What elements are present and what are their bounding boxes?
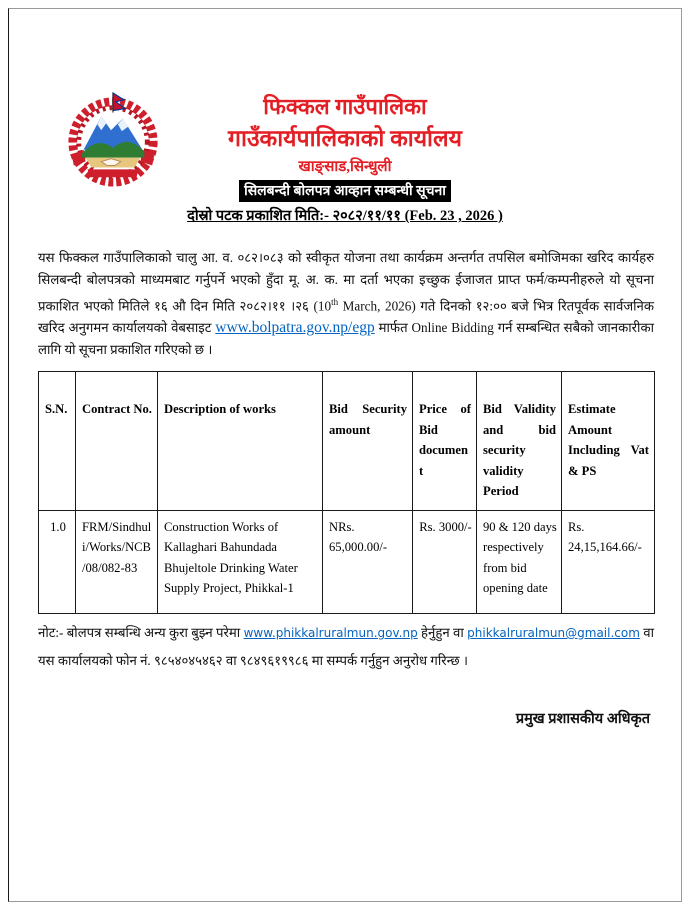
municipality-email-link[interactable]: phikkalruralmun@gmail.com <box>467 626 640 640</box>
note-text-1: नोट:- बोलपत्र सम्बन्धि अन्य कुरा बुझ्न परेमा <box>38 625 244 640</box>
table-row <box>39 510 655 613</box>
intro-text-2: March, 2026) गते दिनको १२:०० बजे भित्र रितपूर्वक सार्वजनिक खरिद अनुगमन कार्यालयको वेबसाइट <box>38 298 654 336</box>
col-header-doc-price: Price of Bid document <box>413 372 477 511</box>
office-title: गाउँकार्यपालिकाको कार्यालय <box>228 126 462 151</box>
col-header-estimate: Estimate Amount Including Vat & PS <box>562 372 655 511</box>
cell-estimate: Rs. 24,15,164.66/- <box>562 510 655 613</box>
cell-bid-security: NRs. 65,000.00/- <box>323 510 413 613</box>
intro-paragraph <box>38 247 654 361</box>
col-header-sn: S.N. <box>39 372 76 511</box>
intro-text-3: मार्फत Online Bidding गर्न सम्बन्धित सबैको जानकारीका लागि यो सूचना प्रकाशित गरिएको छ । <box>38 320 654 358</box>
bolpatra-link[interactable]: www.bolpatra.gov.np/egp <box>215 319 375 337</box>
cell-description: Construction Works of Kallaghari Bahundada Bhujeltole Drinking Water Supply Project, Phikkal-1 <box>158 510 323 613</box>
cell-contract-no: FRM/Sindhuli/Works/NCB/08/082-83 <box>76 510 158 613</box>
address-line: खाङ्साड,सिन्धुली <box>298 159 392 175</box>
col-header-description: Description of works <box>158 372 323 511</box>
notice-banner: सिलबन्दी बोलपत्र आव्हान सम्बन्धी सूचना <box>239 180 451 202</box>
table-header-row <box>39 372 655 511</box>
col-header-bid-validity: Bid Validity and bid security validity Period <box>477 372 562 511</box>
published-date-text: दोस्रो पटक प्रकाशित मिति:- २०८२/११/११ (Feb. 23 , 2026 ) <box>187 208 503 224</box>
note-text-3: वा यस कार्यालयको फोन नं. ९८५४०४५४६२ वा ९८४९६१९९८६ मा सम्पर्क गर्नुहुन अनुरोध गरिन्छ । <box>38 625 654 668</box>
cell-sn: 1.0 <box>39 510 76 613</box>
municipality-title: फिक्कल गाउँपालिका <box>263 94 427 119</box>
tender-table <box>38 371 655 614</box>
intro-text-1: यस फिक्कल गाउँपालिकाको चालु आ. व. ०८२।०८३ को स्वीकृत योजना तथा कार्यक्रम अन्तर्गत तपसिल बमोजिमका खरिद कार्यहरु सिलबन्दी बोलपत्रको माध्यमबाट गर्नुपर्ने भएको हुँदा मू. अ. क. मा दर्ता भएका इच्छुक ईजाजत प्राप्त फर्म/कम्पनीहरुले यो सूचना प्रकाशित भएको मितिले १६ औ दिन मिति २०८२।११ ।२६ (10 <box>38 250 654 314</box>
municipality-website-link[interactable]: www.phikkalruralmun.gov.np <box>243 626 418 640</box>
col-header-bid-security: Bid Security amount <box>323 372 413 511</box>
note-paragraph <box>38 619 654 675</box>
signature-title: प्रमुख प्रशासकीय अधिकृत <box>515 711 650 727</box>
published-date-line <box>9 205 681 225</box>
ordinal-superscript: th <box>331 297 339 307</box>
letterhead <box>9 92 681 202</box>
cell-doc-price: Rs. 3000/- <box>413 510 477 613</box>
cell-bid-validity: 90 & 120 days respectively from bid opening date <box>477 510 562 613</box>
document-page <box>8 8 682 902</box>
note-text-2: हेर्नुहुन वा <box>417 625 468 640</box>
col-header-contract-no: Contract No. <box>76 372 158 511</box>
